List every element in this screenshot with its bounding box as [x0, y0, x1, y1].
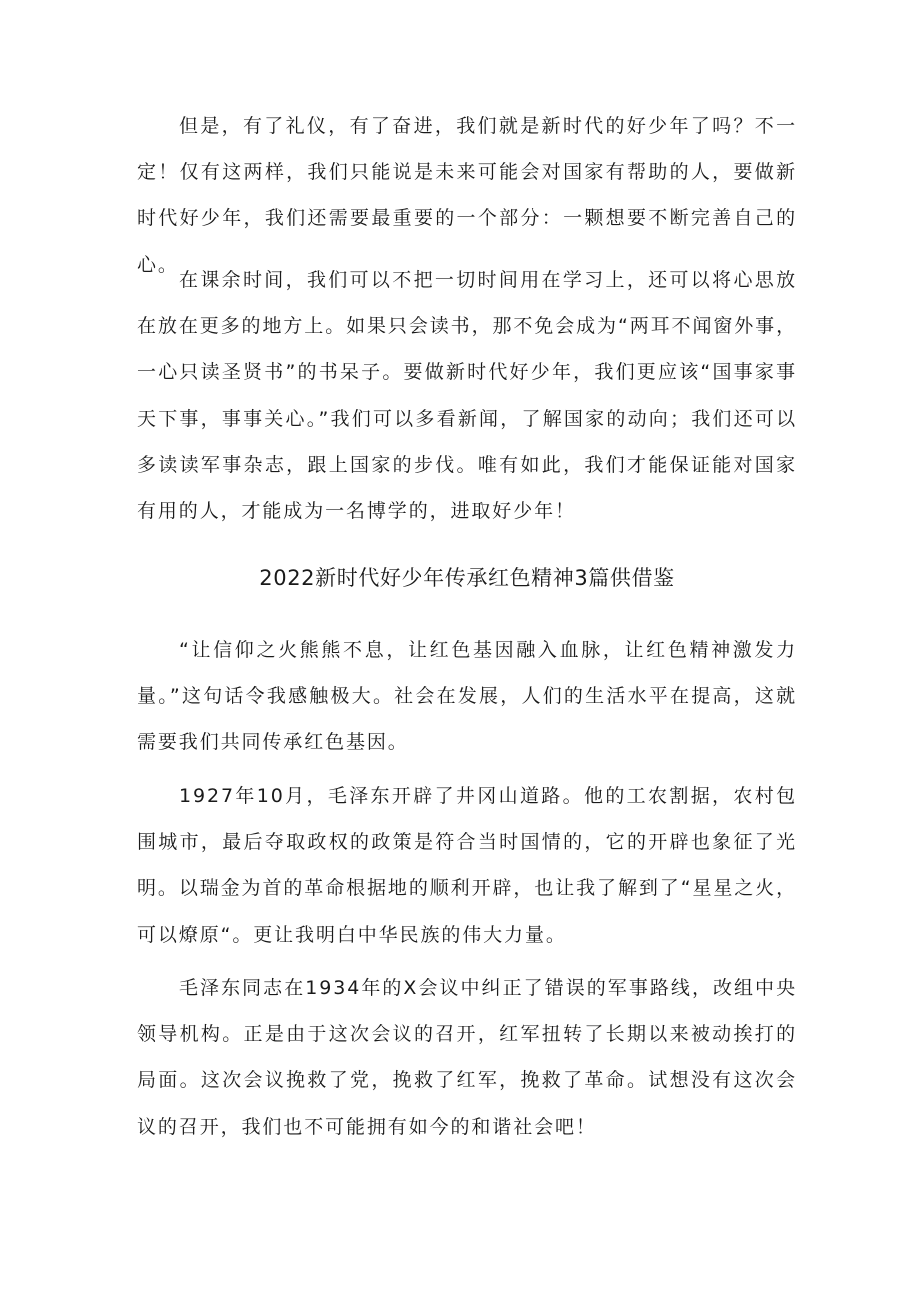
paragraph: “让信仰之火熊熊不息，让红色基因融入血脉，让红色精神激发力量。”这句话令我感触极大。社会在发展，人们的生活水平在提高，这就需要我们共同传承红色基因。 — [137, 639, 797, 754]
paragraph: 1927年10月，毛泽东开辟了井冈山道路。他的工农割据，农村包围城市，最后夺取政权的政策是符合当时国情的，它的开辟也象征了光明。以瑞金为首的革命根据地的顺利开辟，也让我了解到了“星星之火，可以燎原“。更让我明白中华民族的伟大力量。 — [137, 785, 797, 946]
section-title: 2022新时代好少年传承红色精神3篇供借鉴 — [259, 566, 675, 590]
paragraph: 在课余时间，我们可以不把一切时间用在学习上，还可以将心思放在放在更多的地方上。如果只会读书，那不免会成为“两耳不闻窗外事，一心只读圣贤书”的书呆子。要做新时代好少年，我们更应该“国事家事天下事，事事关心。”我们可以多看新闻，了解国家的动向；我们还可以多读读军事杂志，跟上国家的步伐。唯有如此，我们才能保证能对国家有用的人，才能成为一名博学的，进取好少年！ — [137, 269, 797, 523]
paragraph: 但是，有了礼仪，有了奋进，我们就是新时代的好少年了吗？不一定！仅有这两样，我们只能说是未来可能会对国家有帮助的人，要做新时代好少年，我们还需要最重要的一个部分：一颗想要不断完善自己的心。 — [137, 115, 797, 276]
paragraph: 毛泽东同志在1934年的X会议中纠正了错误的军事路线，改组中央领导机构。正是由于这次会议的召开，红军扭转了长期以来被动挨打的局面。这次会议挽救了党，挽救了红军，挽救了革命。试想没有这次会议的召开，我们也不可能拥有如今的和谐社会吧！ — [137, 977, 797, 1138]
